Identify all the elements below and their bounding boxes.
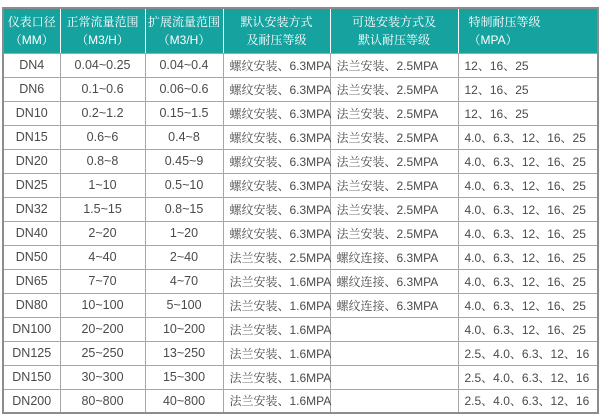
- table-row: [3, 77, 598, 101]
- cell-optional_install: 法兰安装、2.5MPA: [330, 53, 458, 77]
- cell-diameter: DN150: [3, 365, 60, 389]
- table-row: [3, 173, 598, 197]
- cell-special_pressure: 12、16、25: [458, 77, 598, 101]
- table-row: [3, 221, 598, 245]
- table-row: [3, 293, 598, 317]
- cell-extended_range: 1~20: [145, 221, 223, 245]
- header-row: [3, 8, 598, 53]
- cell-default_install: 法兰安装、1.6MPA: [223, 317, 330, 341]
- column-header-default_install: [223, 8, 330, 53]
- cell-extended_range: 40~800: [145, 389, 223, 413]
- cell-default_install: 螺纹安装、6.3MPA: [223, 149, 330, 173]
- table-row: [3, 269, 598, 293]
- column-header-text: 及耐压等级: [246, 32, 307, 47]
- cell-normal_range: 25~250: [60, 341, 145, 365]
- cell-optional_install: [330, 317, 458, 341]
- table-body: [3, 53, 598, 413]
- cell-special_pressure: 12、16、25: [458, 53, 598, 77]
- cell-special_pressure: 12、16、25: [458, 101, 598, 125]
- cell-normal_range: 2~20: [60, 221, 145, 245]
- cell-diameter: DN6: [3, 77, 60, 101]
- cell-default_install: 法兰安装、1.6MPA: [223, 269, 330, 293]
- cell-extended_range: 0.45~9: [145, 149, 223, 173]
- column-header-text: （M3/H）: [157, 32, 211, 47]
- cell-special_pressure: 4.0、6.3、12、16、25: [458, 197, 598, 221]
- cell-special_pressure: 2.5、4.0、6.3、12、16: [458, 341, 598, 365]
- column-header-text: 默认耐压等级: [357, 32, 430, 47]
- cell-default_install: 螺纹安装、6.3MPA: [223, 125, 330, 149]
- column-header-text: 仪表口径: [7, 14, 56, 29]
- column-header-special_pressure: [458, 8, 598, 53]
- cell-diameter: DN32: [3, 197, 60, 221]
- cell-normal_range: 4~40: [60, 245, 145, 269]
- table-row: [3, 53, 598, 77]
- cell-diameter: DN125: [3, 341, 60, 365]
- column-header-text: 扩展流量范围: [147, 14, 220, 29]
- cell-optional_install: 法兰安装、2.5MPA: [330, 149, 458, 173]
- table-row: [3, 149, 598, 173]
- cell-default_install: 法兰安装、1.6MPA: [223, 389, 330, 413]
- table-row: [3, 197, 598, 221]
- table-row: [3, 125, 598, 149]
- cell-diameter: DN4: [3, 53, 60, 77]
- cell-extended_range: 0.15~1.5: [145, 101, 223, 125]
- column-header-normal_range: [60, 8, 145, 53]
- cell-diameter: DN15: [3, 125, 60, 149]
- cell-special_pressure: 4.0、6.3、12、16、25: [458, 293, 598, 317]
- cell-diameter: DN200: [3, 389, 60, 413]
- spec-table: [2, 7, 599, 414]
- cell-optional_install: 法兰安装、2.5MPA: [330, 77, 458, 101]
- cell-special_pressure: 4.0、6.3、12、16、25: [458, 317, 598, 341]
- cell-default_install: 螺纹安装、6.3MPA: [223, 197, 330, 221]
- column-header-diameter: [3, 8, 60, 53]
- cell-normal_range: 1~10: [60, 173, 145, 197]
- cell-default_install: 螺纹安装、6.3MPA: [223, 101, 330, 125]
- cell-special_pressure: 2.5、4.0、6.3、12、16: [458, 365, 598, 389]
- cell-optional_install: 法兰安装、2.5MPA: [330, 221, 458, 245]
- cell-default_install: 螺纹安装、6.3MPA: [223, 53, 330, 77]
- column-header-text: （MPA）: [468, 32, 518, 47]
- cell-normal_range: 20~200: [60, 317, 145, 341]
- cell-optional_install: [330, 389, 458, 413]
- column-header-text: 可选安装方式及: [351, 14, 436, 29]
- spec-table-wrapper: [2, 7, 599, 414]
- cell-extended_range: 0.06~0.6: [145, 77, 223, 101]
- cell-diameter: DN50: [3, 245, 60, 269]
- cell-optional_install: 法兰安装、2.5MPA: [330, 173, 458, 197]
- table-row: [3, 341, 598, 365]
- cell-optional_install: 法兰安装、2.5MPA: [330, 101, 458, 125]
- cell-special_pressure: 4.0、6.3、12、16、25: [458, 149, 598, 173]
- column-header-text: 默认安装方式: [240, 14, 313, 29]
- table-header: [3, 8, 598, 53]
- cell-diameter: DN40: [3, 221, 60, 245]
- table-row: [3, 365, 598, 389]
- table-row: [3, 389, 598, 413]
- cell-normal_range: 0.6~6: [60, 125, 145, 149]
- column-header-text: 正常流量范围: [66, 14, 139, 29]
- cell-optional_install: 螺纹连接、6.3MPA: [330, 293, 458, 317]
- cell-extended_range: 2~40: [145, 245, 223, 269]
- cell-special_pressure: 4.0、6.3、12、16、25: [458, 269, 598, 293]
- cell-normal_range: 0.2~1.2: [60, 101, 145, 125]
- cell-default_install: 螺纹安装、6.3MPA: [223, 77, 330, 101]
- column-header-text: 特制耐压等级: [468, 14, 541, 29]
- cell-special_pressure: 4.0、6.3、12、16、25: [458, 173, 598, 197]
- cell-diameter: DN10: [3, 101, 60, 125]
- cell-extended_range: 15~300: [145, 365, 223, 389]
- table-row: [3, 245, 598, 269]
- cell-normal_range: 80~800: [60, 389, 145, 413]
- cell-extended_range: 4~70: [145, 269, 223, 293]
- cell-optional_install: 法兰安装、2.5MPA: [330, 197, 458, 221]
- cell-normal_range: 1.5~15: [60, 197, 145, 221]
- cell-extended_range: 0.5~10: [145, 173, 223, 197]
- cell-default_install: 法兰安装、1.6MPA: [223, 365, 330, 389]
- table-row: [3, 101, 598, 125]
- cell-optional_install: 螺纹连接、6.3MPA: [330, 269, 458, 293]
- column-header-extended_range: [145, 8, 223, 53]
- cell-normal_range: 0.1~0.6: [60, 77, 145, 101]
- cell-optional_install: 螺纹连接、6.3MPA: [330, 245, 458, 269]
- cell-special_pressure: 4.0、6.3、12、16、25: [458, 245, 598, 269]
- cell-extended_range: 5~100: [145, 293, 223, 317]
- cell-extended_range: 0.4~8: [145, 125, 223, 149]
- column-header-text: （M3/H）: [76, 32, 129, 47]
- column-header-text: （MM）: [9, 32, 54, 47]
- cell-optional_install: 法兰安装、2.5MPA: [330, 125, 458, 149]
- cell-normal_range: 0.04~0.25: [60, 53, 145, 77]
- cell-default_install: 螺纹安装、6.3MPA: [223, 221, 330, 245]
- cell-special_pressure: 2.5、4.0、6.3、12、16: [458, 389, 598, 413]
- cell-optional_install: [330, 341, 458, 365]
- cell-normal_range: 30~300: [60, 365, 145, 389]
- cell-diameter: DN25: [3, 173, 60, 197]
- cell-normal_range: 0.8~8: [60, 149, 145, 173]
- cell-normal_range: 7~70: [60, 269, 145, 293]
- cell-default_install: 法兰安装、1.6MPA: [223, 341, 330, 365]
- cell-diameter: DN65: [3, 269, 60, 293]
- cell-default_install: 法兰安装、1.6MPA: [223, 293, 330, 317]
- cell-special_pressure: 4.0、6.3、12、16、25: [458, 221, 598, 245]
- cell-normal_range: 10~100: [60, 293, 145, 317]
- cell-diameter: DN20: [3, 149, 60, 173]
- cell-default_install: 法兰安装、2.5MPA: [223, 245, 330, 269]
- cell-default_install: 螺纹安装、6.3MPA: [223, 173, 330, 197]
- cell-optional_install: [330, 365, 458, 389]
- cell-diameter: DN80: [3, 293, 60, 317]
- cell-special_pressure: 4.0、6.3、12、16、25: [458, 125, 598, 149]
- cell-extended_range: 10~200: [145, 317, 223, 341]
- cell-extended_range: 0.04~0.4: [145, 53, 223, 77]
- column-header-optional_install: [330, 8, 458, 53]
- cell-extended_range: 0.8~15: [145, 197, 223, 221]
- cell-extended_range: 13~250: [145, 341, 223, 365]
- table-row: [3, 317, 598, 341]
- cell-diameter: DN100: [3, 317, 60, 341]
